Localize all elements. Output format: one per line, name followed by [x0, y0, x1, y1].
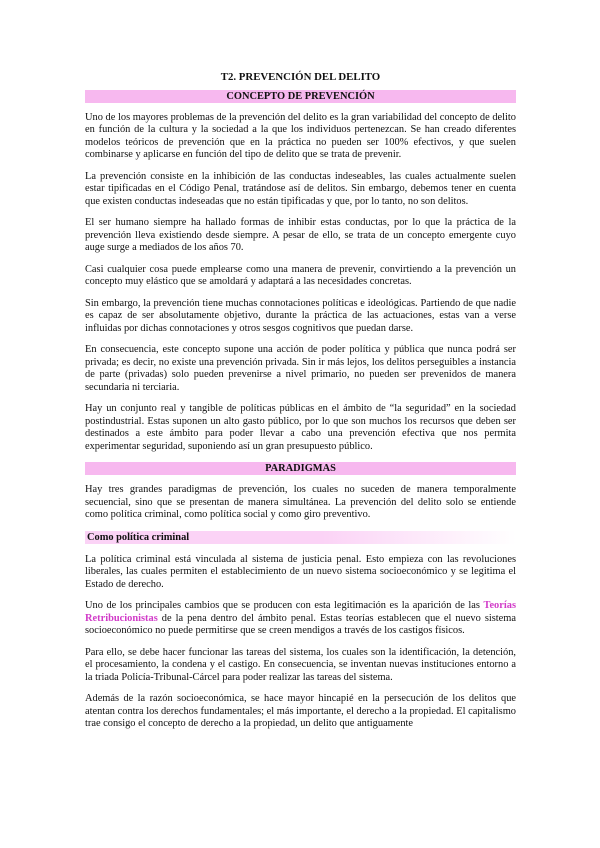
paragraph: Para ello, se debe hacer funcionar las tareas del sistema, los cuales son la identificación, la detención, el procesamiento, la condena y el castigo. En consecuencia, se inventan nuevas instituciones entorno a la triada Policía-Tribunal-Cárcel para poder realizar las tareas del sistema.: [85, 646, 516, 683]
paragraph: Hay un conjunto real y tangible de políticas públicas en el ámbito de “la seguridad” en la sociedad postindustrial. Estas suponen un alto gasto público, por lo que son muchos los recursos que deben ser destinados a este ámbito para poder llevar a cabo una prevención efectiva que nos permita experimentar seguridad, suponiendo así un gran presupuesto público.: [85, 403, 516, 452]
paragraph: Además de la razón socioeconómica, se hace mayor hincapié en la persecución de los delitos que atentan contra los derechos fundamentales; el más importante, el derecho a la propiedad. El capitalismo trae consigo el concepto de derecho a la propiedad, un delito que antiguamente: [85, 693, 516, 729]
paragraph: En consecuencia, este concepto supone una acción de poder política y pública que nunca podrá ser privada; es decir, no existe una prevención privada. Sin ir más lejos, los delitos perseguibles a instancia de parte (privadas) solo pueden prevenirse a nivel primario, no pueden ser prevenidos de manera secundaria ni terciaria.: [85, 344, 516, 393]
document-title: T2. PREVENCIÓN DEL DELITO: [220, 71, 381, 83]
highlighted-term: Teorías Retribucionistas: [85, 600, 516, 624]
paragraph: Hay tres grandes paradigmas de prevención, los cuales no suceden de manera temporalmente secuencial, sino que se presentan de manera simultánea. La prevención del delito solo se entiende como política criminal, como política social y como giro preventivo.: [85, 484, 516, 520]
paragraph: Sin embargo, la prevención tiene muchas connotaciones políticas e ideológicas. Partiendo de que nadie es capaz de ser absolutamente objetivo, durante la práctica de las actuaciones, estas van a verse influidas por dichas connotaciones y otros sesgos cognitivos que puedan darse.: [85, 297, 516, 334]
paragraph: [85, 600, 516, 638]
paragraph-text: de la pena dentro del ámbito penal. Estas teorías establecen que el nuevo sistema socioeconómico no puede permitirse que se creen mendigos a través de los castigos físicos.: [85, 612, 516, 636]
section-heading-concepto: CONCEPTO DE PREVENCIÓN: [85, 90, 516, 103]
paragraph: Uno de los mayores problemas de la prevención del delito es la gran variabilidad del concepto de delito en función de la cultura y la sociedad a la que los individuos pertenezcan. Se han creado diferentes modelos teóricos de prevención que en la práctica no pueden ser 100% efectivos, y que suelen combinarse y aplicarse en función del tipo de delito que se trata de prevenir.: [85, 111, 516, 160]
paragraph: La prevención consiste en la inhibición de las conductas indeseables, las cuales actualmente suelen estar tipificadas en el Código Penal, tratándose así de delitos. Sin embargo, debemos tener en cuenta que existen conductas indeseadas que no están tipificadas y que, por lo tanto, no son delitos.: [85, 170, 516, 207]
subsection-heading-politica-criminal: Como política criminal: [85, 531, 516, 544]
section-heading-paradigmas: PARADIGMAS: [85, 462, 516, 475]
paragraph: El ser humano siempre ha hallado formas de inhibir estas conductas, por lo que la práctica de la prevención lleva existiendo desde siempre. A pesar de ello, se trata de un concepto emergente cuyo auge surge a mediados de los años 70.: [85, 217, 516, 253]
document-page: [85, 71, 516, 740]
paragraph: La política criminal está vinculada al sistema de justicia penal. Esto empieza con las revoluciones liberales, las cuales permiten el establecimiento de un nuevo sistema socioeconómico y se legitima el Estado de derecho.: [85, 553, 516, 590]
paragraph-text: Uno de los principales cambios que se producen con esta legitimación es la aparición de las: [85, 600, 484, 611]
paragraph: Casi cualquier cosa puede emplearse como una manera de prevenir, convirtiendo a la prevención un concepto muy elástico que se amoldará y adaptará a las necesidades concretas.: [85, 263, 516, 287]
